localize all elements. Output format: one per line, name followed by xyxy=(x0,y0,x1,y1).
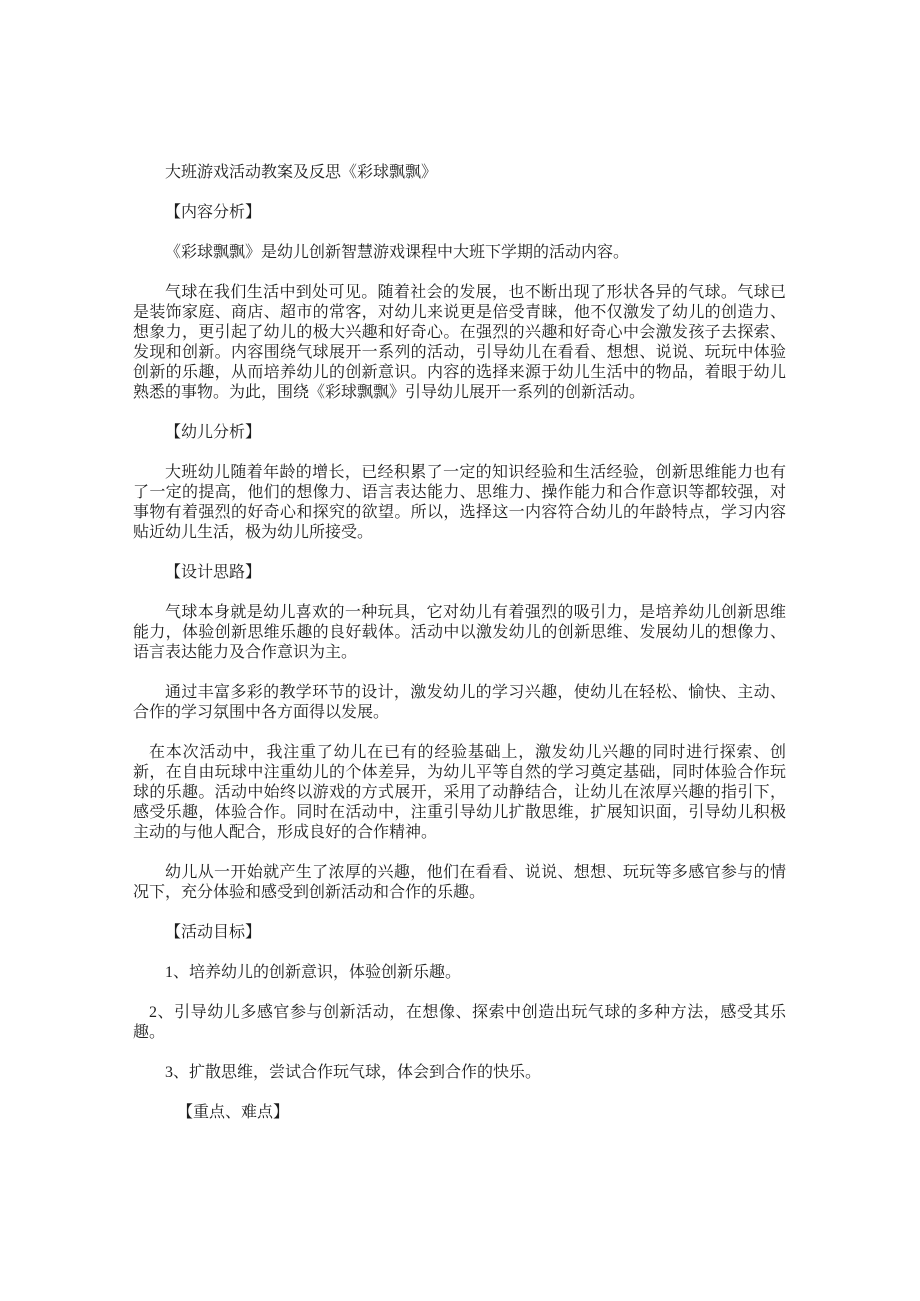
body-paragraph: 气球在我们生活中到处可见。随着社会的发展，也不断出现了形状各异的气球。气球已是装饰家庭、商店、超市的常客，对幼儿来说更是倍受青睐，他不仅激发了幼儿的创造力、想象力，更引起了幼儿的极大兴趣和好奇心。在强烈的兴趣和好奇心中会激发孩子去探索、发现和创新。内容围绕气球展开一系列的活动，引导幼儿在看看、想想、说说、玩玩中体验创新的乐趣，从而培养幼儿的创新意识。内容的选择来源于幼儿生活中的物品，着眼于幼儿熟悉的事物。为此，围绕《彩球飘飘》引导幼儿展开一系列的创新活动。 xyxy=(133,284,786,401)
section-heading: 【幼儿分析】 xyxy=(165,424,262,441)
body-paragraph: 大班幼儿随着年龄的增长，已经积累了一定的知识经验和生活经验，创新思维能力也有了一定的提高，他们的想像力、语言表达能力、思维力、操作能力和合作意识等都较强，对事物有着强烈的好奇心和探究的欲望。所以，选择这一内容符合幼儿的年龄特点，学习内容贴近幼儿生活，极为幼儿所接受。 xyxy=(133,464,786,541)
section-heading: 【活动目标】 xyxy=(165,924,262,941)
body-paragraph: 《彩球飘飘》是幼儿创新智慧游戏课程中大班下学期的活动内容。 xyxy=(165,244,630,261)
document-body xyxy=(133,163,786,1143)
section-heading: 【内容分析】 xyxy=(165,204,262,221)
section-heading: 【重点、难点】 xyxy=(177,1104,290,1121)
list-item: 1、培养幼儿的创新意识，体验创新乐趣。 xyxy=(165,964,462,981)
body-paragraph: 通过丰富多彩的教学环节的设计，激发幼儿的学习兴趣，使幼儿在轻松、愉快、主动、合作的学习氛围中各方面得以发展。 xyxy=(133,684,786,721)
body-paragraph: 气球本身就是幼儿喜欢的一种玩具，它对幼儿有着强烈的吸引力，是培养幼儿创新思维能力，体验创新思维乐趣的良好载体。活动中以激发幼儿的创新思维、发展幼儿的想像力、语言表达能力及合作意识为主。 xyxy=(133,604,786,661)
body-paragraph: 幼儿从一开始就产生了浓厚的兴趣，他们在看看、说说、想想、玩玩等多感官参与的情况下，充分体验和感受到创新活动和合作的乐趣。 xyxy=(133,864,786,901)
section-heading: 【设计思路】 xyxy=(165,564,262,581)
body-paragraph: 在本次活动中，我注重了幼儿在已有的经验基础上，激发幼儿兴趣的同时进行探索、创新，在自由玩球中注重幼儿的个体差异，为幼儿平等自然的学习奠定基础，同时体验合作玩球的乐趣。活动中始终以游戏的方式展开，采用了动静结合，让幼儿在浓厚兴趣的指引下，感受乐趣，体验合作。同时在活动中，注重引导幼儿扩散思维，扩展知识面，引导幼儿积极主动的与他人配合，形成良好的合作精神。 xyxy=(133,744,786,841)
list-item: 3、扩散思维，尝试合作玩气球，体会到合作的快乐。 xyxy=(165,1064,542,1081)
document-title: 大班游戏活动教案及反思《彩球飘飘》 xyxy=(165,164,438,181)
list-item: 2、引导幼儿多感官参与创新活动，在想像、探索中创造出玩气球的多种方法，感受其乐趣。 xyxy=(133,1004,786,1041)
